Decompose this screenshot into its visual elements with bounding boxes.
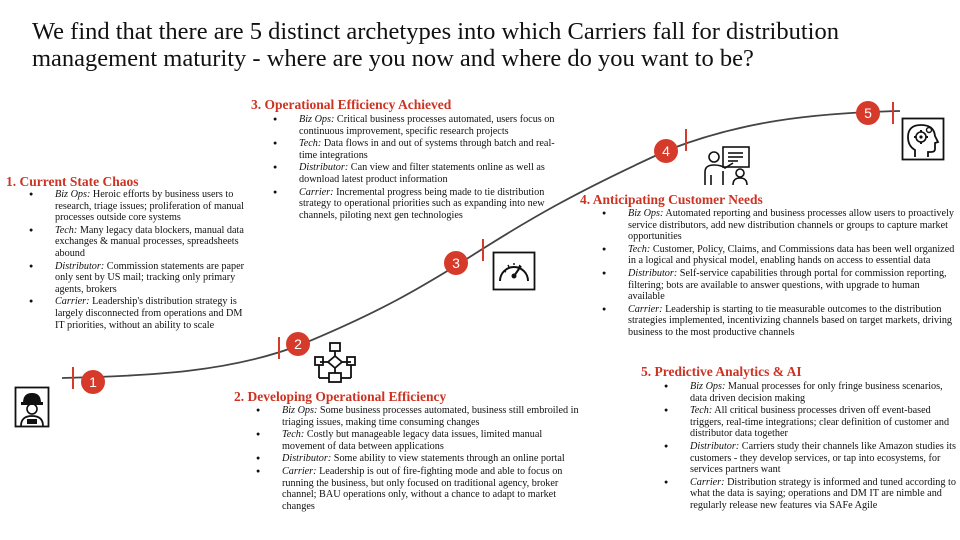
stage-3-title: 3. Operational Efficiency Achieved [251,97,452,112]
ai-head-icon [901,117,945,161]
list-item: ● Biz Ops: Manual processes for only fringe business scenarios, data driven decision making [690,381,956,404]
stage-3-badge: 3 [444,251,468,275]
stage-5-title: 5. Predictive Analytics & AI [641,364,802,379]
list-item: ● Distributor: Commission statements are paper only sent by US mail; tracking only primary agents, brokers [55,261,251,296]
list-item: ● Biz Ops: Some business processes automated, business still embroiled in triaging issues, making time consuming changes [282,405,580,428]
list-item: ● Biz Ops: Automated reporting and business processes allow users to proactively service distributors, add new distribution channels or groups to capture market opportunities [628,208,958,243]
slide-title-line-2: management maturity - where are you now and where do you want to be? [32,45,754,72]
slide-title-line-1: We find that there are 5 distinct archetypes into which Carriers fall for distribution [32,18,839,45]
list-item: ● Distributor: Some ability to view statements through an online portal [282,453,580,465]
stage-1-title: 1. Current State Chaos [6,174,139,189]
list-item: ● Distributor: Self-service capabilities through portal for commission reporting, filtering; bots are available to answer questions, with upgrade to human available [628,268,958,303]
list-item: ● Tech: Data flows in and out of systems through batch and real-time integrations [299,138,557,161]
stage-1-badge: 1 [81,370,105,394]
list-item: ● Tech: All critical business processes driven off event-based triggers, real-time integrations; clear definition of customer and distributor data together [690,405,956,440]
list-item: ● Carrier: Incremental progress being made to tie distribution strategy to operational priorities such as expanding into new channels, piloting next gen technologies [299,187,557,222]
list-item: ● Distributor: Carriers study their channels like Amazon studies its customers - they develop services, or tap into ecosystems, for services partners want [690,441,956,476]
presentation-icon [703,145,751,187]
stage-2-badge: 2 [286,332,310,356]
speedometer-icon [492,251,536,291]
flowchart-icon [314,341,358,385]
list-item: ● Tech: Many legacy data blockers, manual data exchanges & manual processes, spreadsheets abound [55,225,251,260]
stage-2-list [282,405,580,513]
list-item: ● Biz Ops: Critical business processes automated, users focus on continuous improvement, specific research projects [299,114,557,137]
list-item: ● Carrier: Leadership is out of fire-fighting mode and able to focus on running the business, but only focused on traditional agency, broker channel; BAU operations only, without a chance to adapt to market changes [282,466,580,512]
stage-5-badge: 5 [856,101,880,125]
stage-4-title: 4. Anticipating Customer Needs [580,192,763,207]
worker-icon [14,386,50,428]
stage-5-list [690,381,956,513]
list-item: ● Tech: Costly but manageable legacy data issues, limited manual movement of data between applications [282,429,580,452]
stage-4-list [628,208,958,340]
list-item: ● Carrier: Leadership's distribution strategy is largely disconnected from operations and DM IT priorities, without an ability to scale [55,296,251,331]
list-item: ● Carrier: Distribution strategy is informed and tuned according to what the data is saying; operations and DM IT are nimble and regularly release new features via SAFe Agile [690,477,956,512]
stage-4-badge: 4 [654,139,678,163]
stage-1-list [55,189,251,332]
list-item: ● Tech: Customer, Policy, Claims, and Commissions data has been well organized in a logical and physical model, enabling hands on access to essential data [628,244,958,267]
list-item: ● Biz Ops: Heroic efforts by business users to research, triage issues; proliferation of manual processes outside core systems [55,189,251,224]
stage-3-list [299,114,557,222]
list-item: ● Carrier: Leadership is starting to tie measurable outcomes to the distribution strategies implemented, incentivizing channels based on target markets, driving business to the most productive channels [628,304,958,339]
list-item: ● Distributor: Can view and filter statements online as well as download latest product information [299,162,557,185]
stage-2-title: 2. Developing Operational Efficiency [234,389,447,404]
